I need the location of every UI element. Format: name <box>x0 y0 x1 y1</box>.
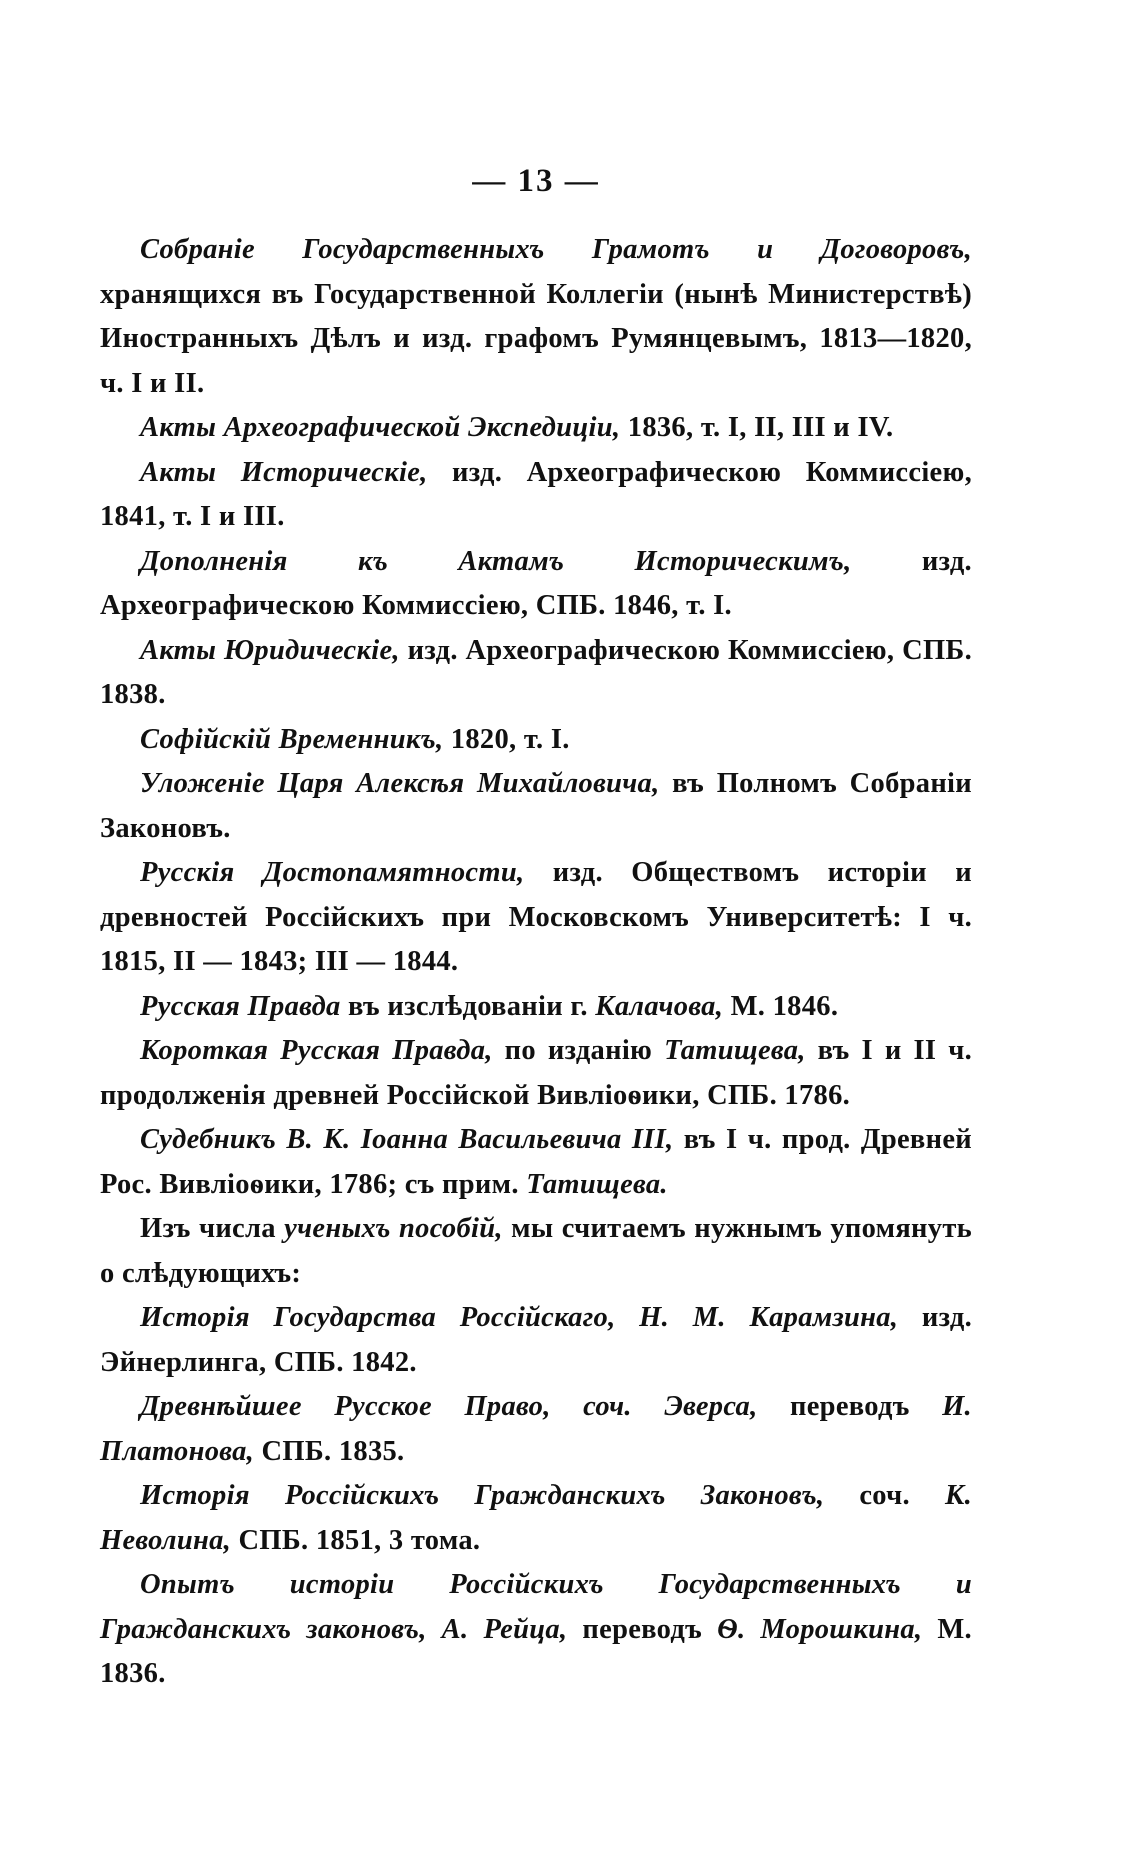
bibliography-list <box>100 228 972 1697</box>
entry-details: 1836, т. I, II, III и IV. <box>620 412 894 443</box>
entry-details: 1820, т. I. <box>443 723 570 755</box>
entry-details: изд. Эйнерлинга, СПБ. 1842. <box>100 1302 972 1378</box>
entry-details: изд. Археографическою Коммиссіею, СПБ. 1838. <box>100 634 972 710</box>
entry-author: И. Платонова, <box>100 1391 972 1467</box>
bibliography-entry <box>100 985 972 1030</box>
entry-details: соч. <box>824 1480 945 1511</box>
entry-title: Судебникъ В. К. Іоанна Васильевича III, <box>140 1124 674 1155</box>
entry-title: Русская Правда <box>140 990 341 1022</box>
entry-title: Собраніе Государственныхъ Грамотъ и Договоровъ, <box>140 234 972 265</box>
entry-title: Русскія Достопамятности, <box>140 857 525 888</box>
entry-details: въ Полномъ Собраніи Законовъ. <box>100 768 972 844</box>
entry-title: Дополненія къ Актамъ Историческимъ, <box>140 545 852 577</box>
bibliography-entry <box>100 540 972 629</box>
bibliography-entry <box>100 1296 972 1385</box>
entry-title: Софійскій Временникъ, <box>140 723 444 755</box>
entry-title: Акты Юридическіе, <box>140 634 400 666</box>
bibliography-entry <box>100 1385 972 1474</box>
entry-author: Татищева, <box>664 1035 806 1066</box>
entry-details: въ I ч. прод. Древней Рос. Вивліоѳики, 1786; съ прим. <box>100 1124 973 1200</box>
entry-title: Акты Историческіе, <box>140 456 428 488</box>
entry-title: Уложеніе Царя Алексѣя Михайловича, <box>140 768 660 799</box>
entry-author: Ѳ. Морошкина, <box>717 1613 923 1645</box>
bibliography-entry <box>100 762 972 851</box>
entry-title: Исторія Государства Россійскаго, Н. М. Карамзина, <box>140 1302 899 1333</box>
entry-details: хранящихся въ Государственной Коллегіи (нынѣ Министерствѣ) Иностранныхъ Дѣлъ и изд. графомъ Румянцевымъ, 1813—1820, ч. I и II. <box>100 278 972 399</box>
entry-details: въ изслѣдованіи г. <box>340 990 596 1022</box>
bibliography-entry <box>100 451 972 540</box>
book-page <box>100 0 972 1874</box>
bibliography-entry <box>100 1474 972 1563</box>
entry-title: Опытъ исторіи Россійскихъ Государственныхъ и Гражданскихъ законовъ, А. Рейца, <box>100 1569 972 1645</box>
intro-paragraph <box>100 1207 972 1296</box>
bibliography-entry <box>100 629 972 718</box>
bibliography-entry <box>100 718 972 763</box>
entry-details: СПБ. 1851, 3 тома. <box>231 1524 481 1556</box>
bibliography-entry <box>100 406 972 451</box>
entry-author: Калачова, <box>595 990 724 1022</box>
entry-author: Татищева. <box>526 1168 668 1200</box>
bibliography-entry <box>100 1029 972 1118</box>
entry-details: М. 1836. <box>100 1613 972 1689</box>
entry-title: Акты Археографической Экспедиціи, <box>140 412 621 443</box>
bibliography-entry <box>100 851 972 985</box>
entry-details: изд. Археографическою Коммиссіею, СПБ. 1846, т. I. <box>100 545 972 621</box>
entry-prefix: Изъ числа <box>140 1213 285 1244</box>
entry-details: изд. Археографическою Коммиссіею, 1841, т. I и III. <box>100 456 973 532</box>
entry-details: М. 1846. <box>723 990 839 1022</box>
entry-title: Короткая Русская Правда, <box>140 1035 493 1066</box>
entry-title: ученыхъ пособій, <box>284 1213 503 1244</box>
entry-author: К. Неволина, <box>100 1480 972 1556</box>
entry-details: мы считаемъ нужнымъ упомянуть о слѣдующихъ: <box>100 1213 972 1289</box>
bibliography-entry <box>100 1563 972 1697</box>
page-number: — 13 — <box>472 163 600 199</box>
entry-details: переводъ <box>567 1613 718 1645</box>
bibliography-entry <box>100 1118 972 1207</box>
entry-details: по изданію <box>492 1035 665 1066</box>
entry-title: Древнѣйшее Русское Право, соч. Эверса, <box>140 1391 758 1422</box>
bibliography-entry <box>100 228 972 406</box>
entry-details: въ I и II ч. продолженія древней Россійской Вивліоѳики, СПБ. 1786. <box>100 1035 973 1111</box>
entry-title: Исторія Россійскихъ Гражданскихъ Законовъ, <box>140 1480 825 1511</box>
entry-details: изд. Обществомъ исторіи и древностей Россійскихъ при Московскомъ Университетѣ: I ч. 1815, II — 1843; III — 1844. <box>100 857 972 977</box>
entry-details: переводъ <box>757 1391 943 1422</box>
entry-details: СПБ. 1835. <box>254 1435 405 1467</box>
